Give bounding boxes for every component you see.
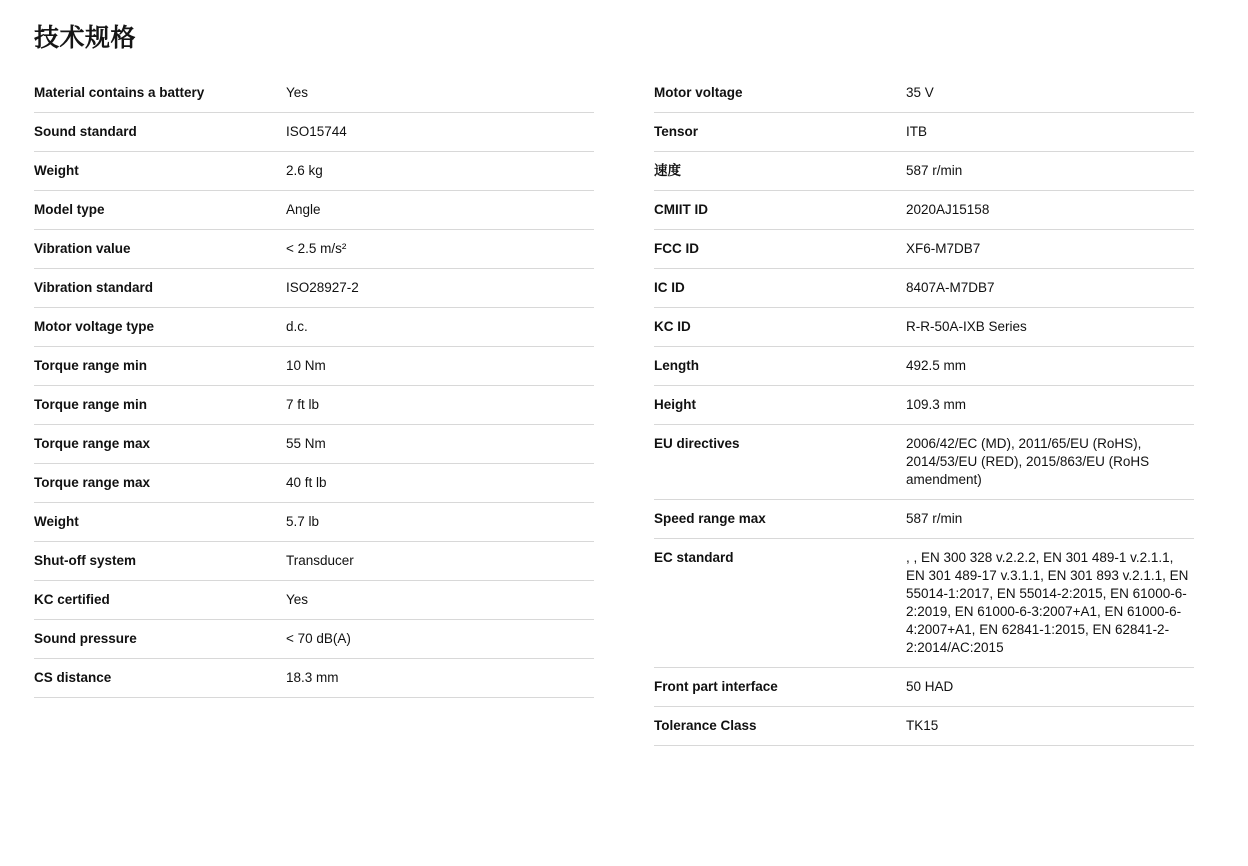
spec-row [654, 386, 1194, 425]
spec-label: KC ID [654, 319, 691, 334]
spec-row [654, 668, 1194, 707]
spec-row [34, 386, 594, 425]
spec-row [34, 503, 594, 542]
spec-value: ISO15744 [286, 124, 347, 139]
spec-value: 55 Nm [286, 436, 326, 451]
spec-value: 109.3 mm [906, 397, 967, 412]
spec-value: 587 r/min [906, 163, 963, 178]
spec-value: 7 ft lb [286, 397, 320, 412]
spec-label: Front part interface [654, 679, 778, 694]
specifications-column-right [624, 74, 1248, 746]
spec-value: Angle [286, 202, 321, 217]
spec-label: Material contains a battery [34, 85, 205, 100]
spec-row [34, 425, 594, 464]
spec-row [34, 191, 594, 230]
spec-label: Torque range max [34, 436, 151, 451]
spec-label: Sound pressure [34, 631, 137, 646]
spec-label: Length [654, 358, 699, 373]
spec-row [34, 230, 594, 269]
spec-value: 50 HAD [906, 679, 954, 694]
spec-row [34, 269, 594, 308]
page-title: 技术规格 [34, 24, 137, 52]
spec-value: 35 V [906, 85, 934, 100]
spec-row [34, 659, 594, 698]
spec-value: 2.6 kg [286, 163, 323, 178]
spec-row [654, 113, 1194, 152]
spec-label: KC certified [34, 592, 110, 607]
spec-row [654, 425, 1194, 500]
spec-value: 492.5 mm [906, 358, 967, 373]
spec-label: Vibration standard [34, 280, 154, 295]
spec-row [34, 581, 594, 620]
spec-row [654, 707, 1194, 746]
spec-row [34, 152, 594, 191]
spec-label: FCC ID [654, 241, 699, 256]
spec-row [654, 308, 1194, 347]
spec-row [654, 347, 1194, 386]
spec-row [654, 152, 1194, 191]
spec-label: Tolerance Class [654, 718, 757, 733]
spec-row [34, 113, 594, 152]
spec-label: Vibration value [34, 241, 131, 256]
spec-row [654, 74, 1194, 113]
spec-value: Transducer [286, 553, 354, 568]
spec-row [34, 347, 594, 386]
spec-value: ITB [906, 124, 928, 139]
spec-value: < 70 dB(A) [286, 631, 351, 646]
spec-value: 18.3 mm [286, 670, 339, 685]
spec-label: IC ID [654, 280, 685, 295]
spec-value: 587 r/min [906, 511, 963, 526]
spec-label: CS distance [34, 670, 112, 685]
spec-label: Weight [34, 514, 79, 529]
spec-row [654, 269, 1194, 308]
spec-value: Yes [286, 592, 309, 607]
spec-label: EC standard [654, 550, 734, 565]
spec-value: R-R-50A-IXB Series [906, 319, 1027, 334]
spec-label: Torque range max [34, 475, 151, 490]
spec-value: 2020AJ15158 [906, 202, 990, 217]
spec-row [34, 542, 594, 581]
spec-label: Model type [34, 202, 105, 217]
spec-value: < 2.5 m/s² [286, 241, 347, 256]
specifications-columns [0, 54, 1248, 746]
spec-value: 8407A-M7DB7 [906, 280, 995, 295]
spec-value: 40 ft lb [286, 475, 327, 490]
spec-value: TK15 [906, 718, 939, 733]
spec-label: Motor voltage type [34, 319, 155, 334]
spec-row [34, 464, 594, 503]
spec-label: 速度 [654, 163, 681, 178]
spec-label: Height [654, 397, 696, 412]
spec-label: Motor voltage [654, 85, 743, 100]
spec-row [654, 230, 1194, 269]
spec-row [34, 74, 594, 113]
spec-label: Tensor [654, 124, 699, 139]
spec-row [654, 191, 1194, 230]
spec-value: 10 Nm [286, 358, 326, 373]
spec-label: Shut-off system [34, 553, 137, 568]
spec-label: Weight [34, 163, 79, 178]
spec-value: , , EN 300 328 v.2.2.2, EN 301 489-1 v.2.1.1, EN 301 489-17 v.3.1.1, EN 301 893 v.2.1.1, EN 55014-1:2017, EN 55014-2:2015, EN 61000-6-2:2019, EN 61000-6-3:2007+A1, EN 61000-6-4:2007+A1, EN 62841-1:2015, EN 62841-2-2:2014/AC:2015 [906, 550, 1189, 655]
spec-label: Speed range max [654, 511, 766, 526]
spec-row [654, 539, 1194, 668]
spec-value: ISO28927-2 [286, 280, 359, 295]
spec-value: Yes [286, 85, 309, 100]
spec-row [34, 620, 594, 659]
spec-row [654, 500, 1194, 539]
spec-value: 5.7 lb [286, 514, 320, 529]
spec-value: XF6-M7DB7 [906, 241, 981, 256]
spec-label: Sound standard [34, 124, 137, 139]
spec-value: d.c. [286, 319, 308, 334]
spec-label: Torque range min [34, 397, 148, 412]
spec-value: 2006/42/EC (MD), 2011/65/EU (RoHS), 2014/53/EU (RED), 2015/863/EU (RoHS amendment) [906, 436, 1150, 487]
spec-row [34, 308, 594, 347]
spec-label: EU directives [654, 436, 740, 451]
spec-label: Torque range min [34, 358, 148, 373]
spec-label: CMIIT ID [654, 202, 708, 217]
specifications-column-left [0, 74, 624, 698]
